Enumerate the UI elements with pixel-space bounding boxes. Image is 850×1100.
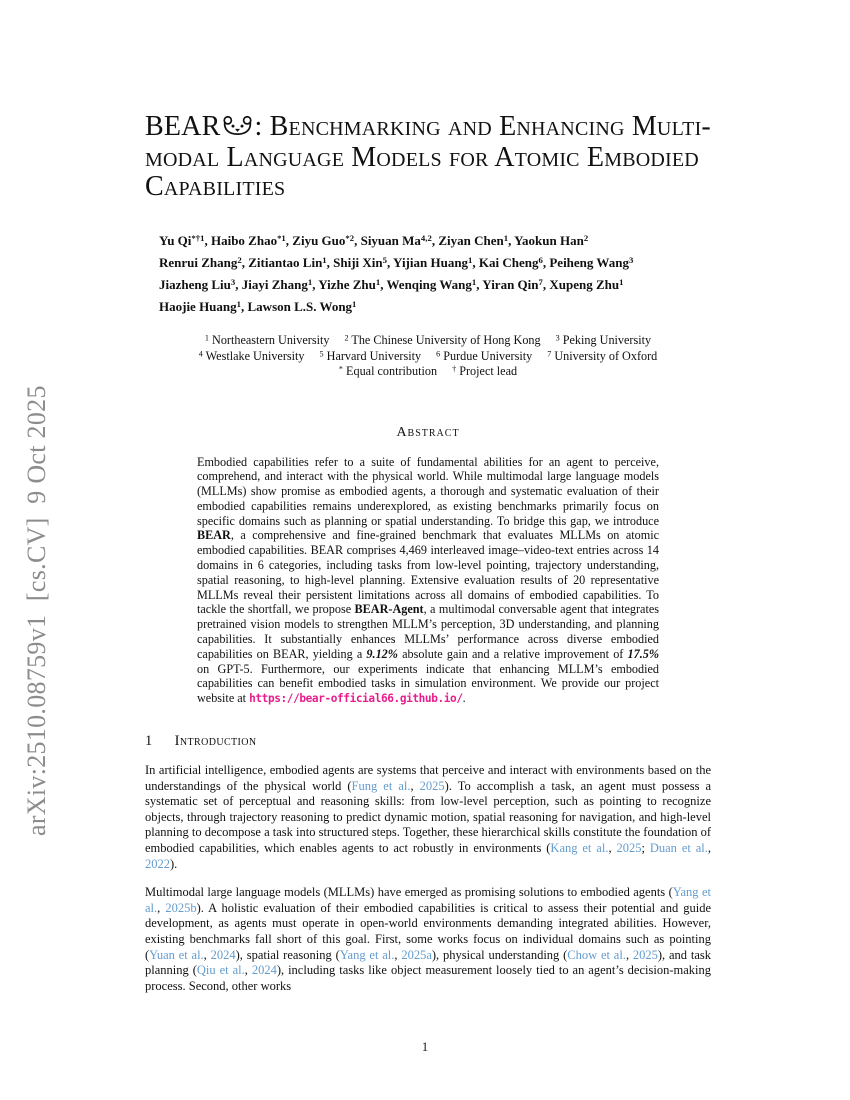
citation-link[interactable]: 2025a: [401, 947, 432, 962]
section-title: Introduction: [174, 733, 257, 750]
superscript: 2: [583, 233, 589, 244]
text-segment: , a multimodal conversable agent that integrates pretrained vision models to strengthen MLLM’s perception, 3D understanding, and planning capabilities. It substantially enhances MLLMs’ performance across diverse embodied capabilities on BEAR, yielding a: [197, 602, 659, 661]
citation-link[interactable]: 2025: [632, 947, 658, 962]
superscript: 7: [547, 348, 552, 358]
citation-link[interactable]: Yang et al.: [145, 885, 711, 915]
text-segment: Embodied capabilities refer to a suite of fundamental abilities for an agent to perceive, comprehend, and interact with the physical world. While multimodal large language models (MLLMs) show promise as embodied agents, a thorough and systematic evaluation of their embodied capabilities remains underexplored, as existing benchmarks primarily focus on specific domains such as planning or spatial understanding. To bridge this gap, we introduce: [197, 454, 659, 528]
text-segment: , Ziyan Chen: [431, 233, 504, 248]
citation-link[interactable]: 2024: [251, 963, 277, 978]
abstract-heading: Abstract: [396, 424, 460, 440]
text-segment: In artificial intelligence, embodied agents are systems that perceive and interact with environments based on the understandings of the physical world (: [145, 763, 711, 793]
text-segment: 17.5%: [627, 646, 659, 661]
text-segment: absolute gain and a relative improvement of: [397, 646, 628, 661]
text-segment: ,: [244, 963, 252, 978]
superscript: 2: [237, 255, 242, 266]
text-segment: Westlake University: [202, 348, 305, 363]
citation-link[interactable]: Yuan et al.: [149, 947, 204, 962]
text-segment: ,: [410, 778, 420, 793]
superscript: 2: [344, 333, 349, 343]
text-segment: , Xupeng Zhu: [542, 277, 620, 292]
citation-link[interactable]: 2024: [210, 947, 236, 962]
text-segment: BEAR-Agent: [354, 602, 424, 617]
citation-link[interactable]: Yang et al.: [339, 947, 395, 962]
text-segment: BEAR: [197, 528, 231, 543]
text-segment: Purdue University: [440, 348, 533, 363]
text-segment: Northeastern University: [208, 333, 330, 347]
superscript: 1: [503, 233, 509, 244]
text-segment: ,: [625, 947, 633, 962]
text-segment: , Yizhe Zhu: [312, 277, 376, 292]
superscript: 4,2: [420, 233, 432, 244]
paper-title: [145, 112, 711, 201]
affiliation-line: [145, 364, 711, 380]
citation-link[interactable]: Qiu et al.: [196, 963, 245, 978]
superscript: 1: [619, 277, 624, 288]
text-segment: University of Oxford: [551, 348, 658, 363]
text-segment: ;: [641, 841, 650, 856]
text-segment: Yu Qi: [159, 233, 192, 248]
page-number: 1: [421, 1040, 429, 1054]
title-line1: : Benchmarking and Enhancing Multi-: [254, 111, 711, 142]
citation-link[interactable]: Duan et al.: [649, 841, 708, 856]
abstract-body: [197, 455, 659, 708]
superscript: †: [452, 364, 457, 374]
superscript: *†1: [191, 233, 205, 244]
text-segment: , Lawson L.S. Wong: [241, 299, 353, 314]
text-segment: , Yijian Huang: [387, 255, 469, 270]
superscript: 3: [555, 333, 560, 343]
citation-link[interactable]: 2025: [616, 841, 642, 856]
superscript: *2: [345, 233, 355, 244]
title-line3: Capabilities: [145, 171, 286, 202]
text-segment: ), spatial reasoning (: [235, 947, 340, 962]
citation-link[interactable]: 2025: [419, 778, 445, 793]
superscript: 1: [375, 277, 381, 288]
text-segment: Haojie Huang: [159, 299, 237, 314]
title-line2: modal Language Models for Atomic Embodied: [145, 142, 699, 173]
text-segment: ). A holistic evaluation of their embodied capabilities is critical to assess their potential and guide development, as agents must operate in open-world environments demanding integrated abilities. However, existing benchmarks fall short of this goal. First, some works focus on individual domains such as pointing (: [145, 900, 711, 962]
text-segment: ).: [170, 856, 178, 871]
superscript: 5: [319, 348, 324, 358]
project-url-link[interactable]: https://bear-official66.github.io/: [249, 692, 463, 706]
text-segment: The Chinese University of Hong Kong: [348, 333, 541, 347]
text-segment: , Wenqing Wang: [380, 277, 472, 292]
superscript: 3: [628, 255, 634, 266]
text-segment: ,: [608, 841, 617, 856]
superscript: 1: [307, 277, 313, 288]
affiliation-list: [145, 333, 711, 380]
superscript: 1: [352, 299, 357, 310]
superscript: 5: [382, 255, 388, 266]
author-line: [159, 274, 711, 296]
text-segment: Multimodal large language models (MLLMs) have emerged as promising solutions to embodied agents (: [145, 885, 673, 900]
text-segment: Jiazheng Liu: [159, 277, 231, 292]
text-segment: , Kai Cheng: [472, 255, 539, 270]
text-segment: , Haibo Zhao: [204, 233, 278, 248]
title-prefix: BEAR: [145, 111, 221, 142]
text-segment: , Ziyu Guo: [285, 233, 346, 248]
text-segment: , Peiheng Wang: [542, 255, 629, 270]
text-segment: ), physical understanding (: [431, 947, 568, 962]
text-segment: 9.12%: [366, 646, 398, 661]
superscript: 7: [538, 277, 543, 288]
superscript: 1: [204, 333, 209, 343]
superscript: 3: [230, 277, 236, 288]
affiliation-line: [145, 333, 711, 349]
superscript: 1: [322, 255, 327, 266]
bear-face-icon: [222, 114, 253, 143]
text-segment: ), and task planning (: [145, 947, 711, 978]
superscript: 1: [236, 299, 242, 310]
citation-link[interactable]: 2025b: [165, 900, 197, 915]
text-segment: , Yaokun Han: [508, 233, 584, 248]
text-segment: Equal contribution: [342, 364, 438, 378]
arxiv-watermark: arXiv:2510.08759v1 [cs.CV] 9 Oct 2025: [22, 385, 51, 836]
affiliation-line: [145, 349, 711, 365]
superscript: 4: [198, 348, 203, 358]
citation-link[interactable]: Kang et al.: [550, 841, 609, 856]
citation-link[interactable]: Fung et al.: [351, 778, 411, 793]
text-segment: Peking University: [559, 333, 652, 347]
superscript: 6: [436, 348, 441, 358]
citation-link[interactable]: 2022: [145, 856, 170, 871]
author-line: [159, 252, 711, 274]
text-segment: Renrui Zhang: [159, 255, 238, 270]
intro-paragraph-2: [145, 885, 711, 994]
citation-link[interactable]: Chow et al.: [567, 947, 626, 962]
superscript: 6: [538, 255, 543, 266]
text-segment: ,: [707, 841, 712, 856]
text-segment: , a comprehensive and fine-grained benchmark that evaluates MLLMs on atomic embodied capabilities. BEAR comprises 4,469 interleaved image–video-text entries across 14 domains in 6 categories, including tasks from low-level pointing, trajectory understanding, spatial reasoning, to high-level planning. Extensive evaluation results of 20 representative MLLMs reveal their persistent limitations across all domains of embodied capabilities. To tackle the shortfall, we propose: [197, 528, 659, 617]
text-segment: , Shiji Xin: [326, 255, 383, 270]
text-segment: , Yiran Qin: [476, 277, 539, 292]
superscript: 1: [471, 277, 477, 288]
section-number: 1: [145, 733, 153, 750]
text-segment: , Siyuan Ma: [354, 233, 421, 248]
text-segment: Harvard University: [323, 348, 422, 363]
text-segment: ). To accomplish a task, an agent must possess a systematic set of perceptual and reasoning skills: from low-level perception, such as pointing to recognize objects, through trajectory reasoning to predict dynamic motion, spatial reasoning for navigation, and high-level planning to decompose a task into structured steps. Together, these hierarchical skills constitute the foundation of embodied capabilities, which enables agents to act robustly in environments (: [145, 778, 712, 856]
text-segment: ), including tasks like object measurement loosely tied to an agent’s decision-making process. Second, other works: [145, 963, 711, 993]
text-segment: ,: [394, 947, 402, 962]
author-list: [145, 230, 711, 318]
text-segment: on GPT-5. Furthermore, our experiments indicate that enhancing MLLM’s embodied capabilities can benefit embodied tasks in simulation environment. We provide our project website at: [197, 661, 659, 706]
superscript: 1: [468, 255, 473, 266]
text-segment: , Jiayi Zhang: [235, 277, 308, 292]
superscript: *: [338, 364, 343, 374]
text-segment: Project lead: [456, 364, 518, 378]
section-heading-introduction: [145, 733, 711, 750]
text-segment: , Zitiantao Lin: [241, 255, 323, 270]
author-line: [159, 230, 711, 252]
text-segment: ,: [203, 947, 211, 962]
text-segment: .: [462, 691, 466, 706]
intro-paragraph-1: [145, 763, 711, 872]
author-line: [159, 296, 711, 318]
superscript: *1: [277, 233, 286, 244]
text-segment: ,: [157, 900, 166, 915]
paper-content: [145, 0, 711, 994]
